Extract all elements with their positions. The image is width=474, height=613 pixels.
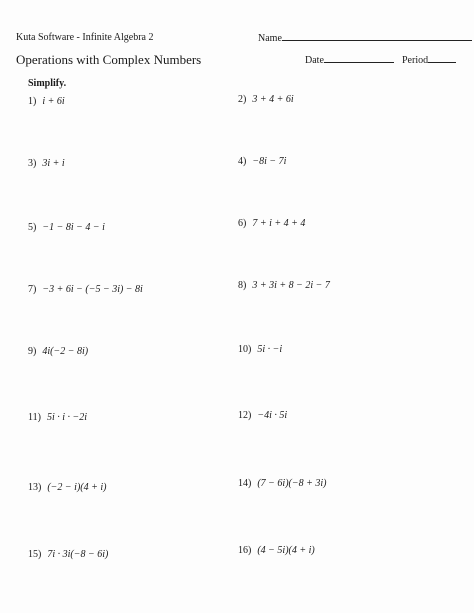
problem-11 <box>28 412 87 423</box>
problem-number: 12) <box>238 410 252 421</box>
worksheet-title: Operations with Complex Numbers <box>16 52 202 67</box>
problem-number: 14) <box>238 478 252 489</box>
problem-expression: (4 − 5i)(4 + i) <box>257 545 315 556</box>
date-line <box>324 54 394 63</box>
problem-2 <box>238 94 294 105</box>
problem-12 <box>238 410 287 421</box>
name-field <box>258 32 472 44</box>
problem-number: 2) <box>238 94 247 105</box>
problem-expression: −8i − 7i <box>252 156 287 167</box>
problem-5 <box>28 222 105 233</box>
problem-number: 9) <box>28 346 37 357</box>
problem-7 <box>28 284 143 295</box>
problem-expression: −3 + 6i − (−5 − 3i) − 8i <box>42 284 143 295</box>
problem-expression: (−2 − i)(4 + i) <box>47 482 107 493</box>
problem-6 <box>238 218 305 229</box>
period-field <box>402 54 456 66</box>
problem-10 <box>238 344 282 355</box>
problem-14 <box>238 478 326 489</box>
problem-number: 7) <box>28 284 37 295</box>
problem-number: 16) <box>238 545 252 556</box>
instructions: Simplify. <box>28 78 67 89</box>
problem-number: 1) <box>28 96 37 107</box>
problem-number: 15) <box>28 549 42 560</box>
problem-expression: 3 + 4 + 6i <box>252 94 294 105</box>
name-line <box>282 32 472 41</box>
problem-expression: 4i(−2 − 8i) <box>42 346 89 357</box>
problem-expression: 5i · i · −2i <box>46 412 88 423</box>
problem-16 <box>238 545 315 556</box>
problem-15 <box>28 549 108 560</box>
worksheet-source: Kuta Software - Infinite Algebra 2 <box>16 32 154 43</box>
problem-number: 6) <box>238 218 247 229</box>
problem-expression: i + 6i <box>42 96 65 107</box>
period-label: Period <box>402 55 429 66</box>
problem-number: 5) <box>28 222 37 233</box>
problem-expression: 5i · −i <box>257 344 283 355</box>
problem-3 <box>28 158 65 169</box>
problem-8 <box>238 280 330 291</box>
problem-number: 13) <box>28 482 42 493</box>
problem-number: 8) <box>238 280 247 291</box>
problem-expression: 3i + i <box>42 158 65 169</box>
problem-1 <box>28 96 65 107</box>
problem-expression: −4i · 5i <box>257 410 288 421</box>
problem-expression: (7 − 6i)(−8 + 3i) <box>257 478 327 489</box>
problem-number: 3) <box>28 158 37 169</box>
problem-expression: 3 + 3i + 8 − 2i − 7 <box>252 280 330 291</box>
problem-9 <box>28 346 88 357</box>
problem-number: 10) <box>238 344 252 355</box>
problem-expression: −1 − 8i − 4 − i <box>42 222 105 233</box>
date-field <box>305 54 394 66</box>
name-label: Name <box>258 33 282 44</box>
problem-13 <box>28 482 106 493</box>
problem-expression: 7i · 3i(−8 − 6i) <box>47 549 109 560</box>
problem-4 <box>238 156 286 167</box>
problem-number: 4) <box>238 156 247 167</box>
problem-number: 11) <box>28 412 41 423</box>
date-label: Date <box>305 55 324 66</box>
problem-expression: 7 + i + 4 + 4 <box>252 218 306 229</box>
period-line <box>428 54 456 63</box>
